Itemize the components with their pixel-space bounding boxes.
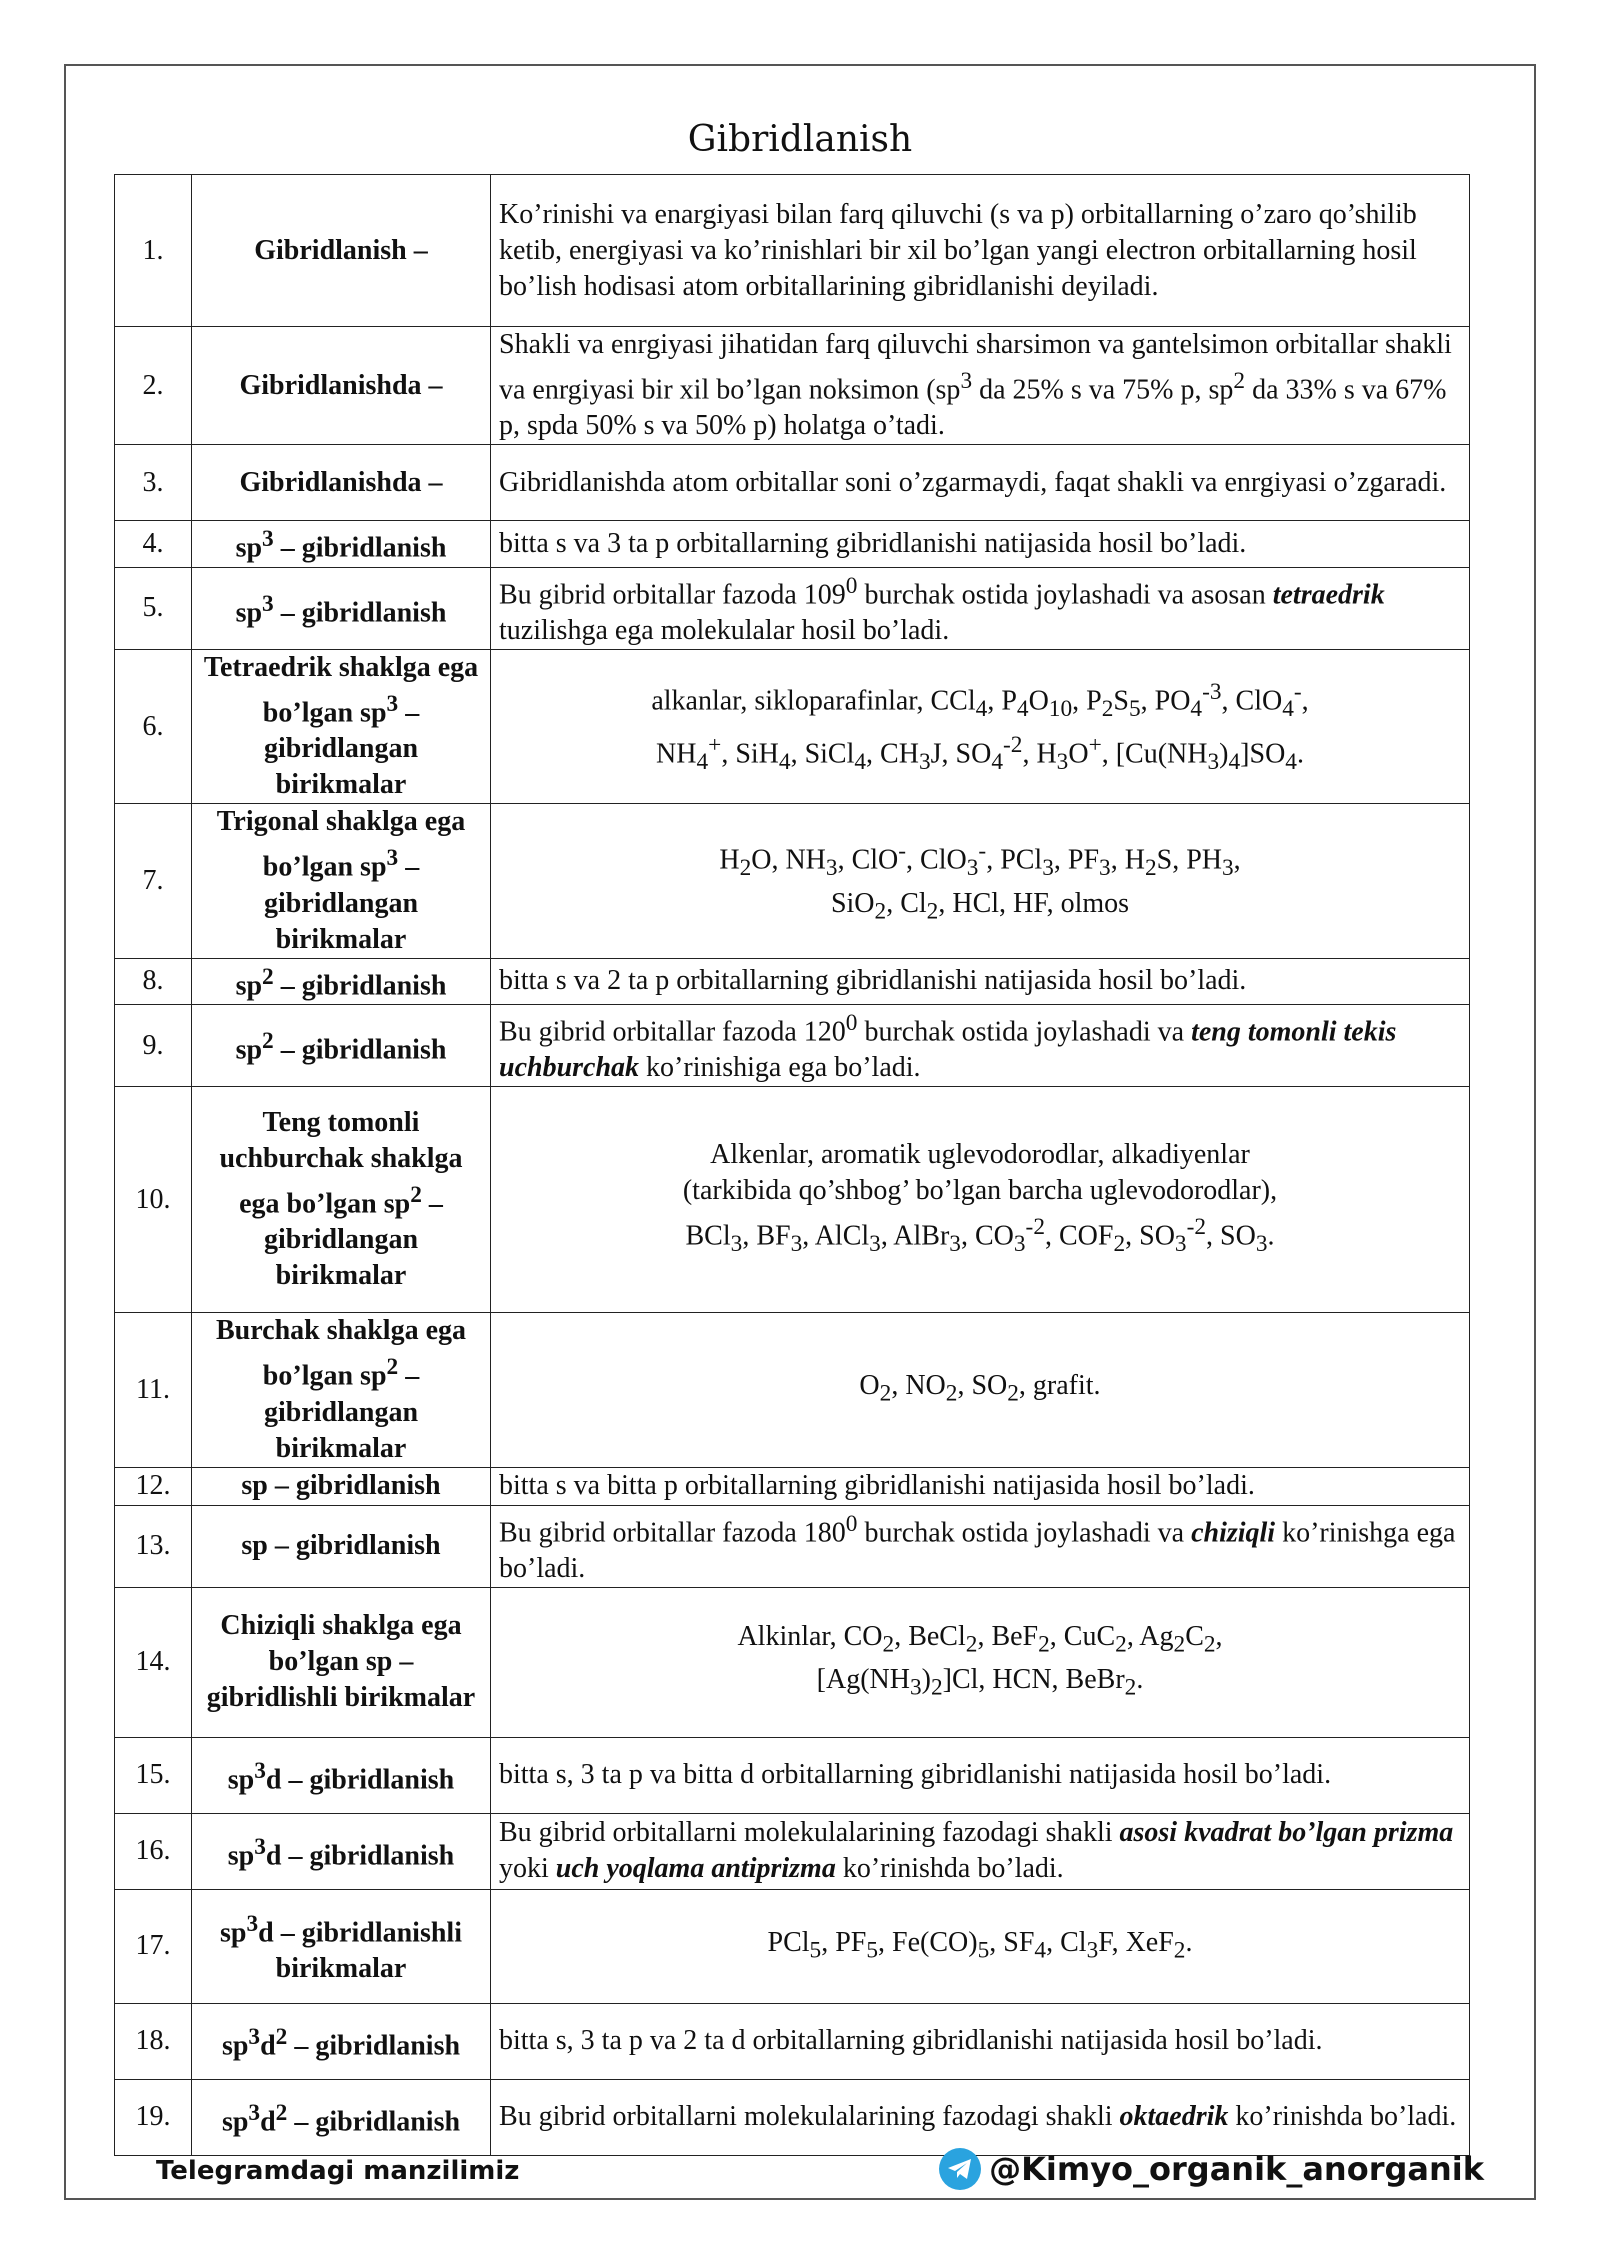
table-row bbox=[115, 804, 1470, 958]
row-number: 8. bbox=[115, 958, 192, 1004]
row-definition: $O_2$, $NO_2$, $SO_2$, grafit. bbox=[491, 1313, 1470, 1467]
row-number: 6. bbox=[115, 649, 192, 803]
row-number: 18. bbox=[115, 2003, 192, 2079]
row-definition: bitta s va 2 ta p orbitallarning gibridlanishi natijasida hosil bo’ladi. bbox=[491, 958, 1470, 1004]
row-definition: Bu gibrid orbitallarni molekulalarining fazodagi shakli oktaedrik ko’rinishda bo’ladi. bbox=[491, 2079, 1470, 2155]
row-number: 10. bbox=[115, 1087, 192, 1313]
row-number: 2. bbox=[115, 327, 192, 445]
row-definition: Bu gibrid orbitallar fazoda $180^0$ burchak ostida joylashadi va chiziqli ko’rinishga ega bo’ladi. bbox=[491, 1505, 1470, 1587]
telegram-icon bbox=[939, 2148, 981, 2190]
row-number: 5. bbox=[115, 567, 192, 649]
row-number: 19. bbox=[115, 2079, 192, 2155]
row-definition: bitta s, 3 ta p va bitta d orbitallarning gibridlanishi natijasida hosil bo’ladi. bbox=[491, 1737, 1470, 1813]
row-term: sp – gibridlanish bbox=[192, 1505, 491, 1587]
row-number: 7. bbox=[115, 804, 192, 958]
row-number: 16. bbox=[115, 1813, 192, 1889]
row-definition: bitta s, 3 ta p va 2 ta d orbitallarning gibridlanishi natijasida hosil bo’ladi. bbox=[491, 2003, 1470, 2079]
row-number: 17. bbox=[115, 1889, 192, 2003]
table-row bbox=[115, 567, 1470, 649]
row-definition: Shakli va enrgiyasi jihatidan farq qiluvchi sharsimon va gantelsimon orbitallar shakli va enrgiyasi bir xil bo’lgan noksimon ($sp^3$ da 25% s va 75% p, $sp^2$ da 33% s va 67% p, spda 50% s va 50% p) holatga o’tadi. bbox=[491, 327, 1470, 445]
row-number: 4. bbox=[115, 521, 192, 567]
table-row bbox=[115, 958, 1470, 1004]
table-row bbox=[115, 1467, 1470, 1505]
row-number: 3. bbox=[115, 445, 192, 521]
row-term: $sp^3d$ – gibridlanish bbox=[192, 1813, 491, 1889]
telegram-handle-text: @Kimyo_organik_anorganik bbox=[989, 2150, 1484, 2188]
table-row bbox=[115, 1004, 1470, 1086]
row-definition: bitta s va 3 ta p orbitallarning gibridlanishi natijasida hosil bo’ladi. bbox=[491, 521, 1470, 567]
table-row bbox=[115, 2003, 1470, 2079]
row-number: 14. bbox=[115, 1587, 192, 1737]
table-row bbox=[115, 2079, 1470, 2155]
row-term: $sp^3$ – gibridlanish bbox=[192, 567, 491, 649]
table-row bbox=[115, 1087, 1470, 1313]
table-row bbox=[115, 521, 1470, 567]
row-number: 12. bbox=[115, 1467, 192, 1505]
row-term: $sp^2$ – gibridlanish bbox=[192, 958, 491, 1004]
row-definition: Alkenlar, aromatik uglevodorodlar, alkadiyenlar (tarkibida qo’shbog’ bo’lgan barcha uglevodorodlar), BCl$_3$, $BF_3$, AlCl$_3$, AlBr$_3$, $CO_3^{-2}$, $COF_2$, $SO_3^{-2}$, $SO_3$. bbox=[491, 1087, 1470, 1313]
table-row bbox=[115, 1889, 1470, 2003]
row-term: $sp^3$ – gibridlanish bbox=[192, 521, 491, 567]
row-term: Trigonal shaklga ega bo’lgan $sp^3$ – gibridlangan birikmalar bbox=[192, 804, 491, 958]
row-number: 15. bbox=[115, 1737, 192, 1813]
row-definition: bitta s va bitta p orbitallarning gibridlanishi natijasida hosil bo’ladi. bbox=[491, 1467, 1470, 1505]
row-definition: Bu gibrid orbitallarni molekulalarining fazodagi shakli asosi kvadrat bo’lgan prizma yoki uch yoqlama antiprizma ko’rinishda bo’ladi. bbox=[491, 1813, 1470, 1889]
page-title: Gibridlanish bbox=[687, 119, 913, 160]
table-row bbox=[115, 327, 1470, 445]
row-term: Gibridlanishda – bbox=[192, 327, 491, 445]
row-number: 1. bbox=[115, 175, 192, 327]
row-term: sp – gibridlanish bbox=[192, 1467, 491, 1505]
row-number: 11. bbox=[115, 1313, 192, 1467]
row-definition: Bu gibrid orbitallar fazoda $109^0$ burchak ostida joylashadi va asosan tetraedrik tuzilishga ega molekulalar hosil bo’ladi. bbox=[491, 567, 1470, 649]
row-term: $sp^3d^2$ – gibridlanish bbox=[192, 2003, 491, 2079]
table-row bbox=[115, 1813, 1470, 1889]
table-row bbox=[115, 1587, 1470, 1737]
table-row bbox=[115, 649, 1470, 803]
row-number: 9. bbox=[115, 1004, 192, 1086]
table-row bbox=[115, 1313, 1470, 1467]
row-definition: Gibridlanishda atom orbitallar soni o’zgarmaydi, faqat shakli va enrgiyasi o’zgaradi. bbox=[491, 445, 1470, 521]
row-term: Gibridlanishda – bbox=[192, 445, 491, 521]
row-term: Tetraedrik shaklga ega bo’lgan $sp^3$ – gibridlangan birikmalar bbox=[192, 649, 491, 803]
row-term: $sp^3d$ – gibridlanishli birikmalar bbox=[192, 1889, 491, 2003]
row-number: 13. bbox=[115, 1505, 192, 1587]
row-term: Gibridlanish – bbox=[192, 175, 491, 327]
row-definition: Alkinlar, $CO_2$, BeCl$_2$, BeF$_2$, CuC$_2$, $Ag_2C_2$, $[Ag(NH_3)_2]Cl$, HCN, BeBr$_2$. bbox=[491, 1587, 1470, 1737]
row-term: $sp^3d$ – gibridlanish bbox=[192, 1737, 491, 1813]
row-definition: Ko’rinishi va enargiyasi bilan farq qiluvchi (s va p) orbitallarning o’zaro qo’shilib ketib, energiyasi va ko’rinishlari bir xil bo’lgan yangi electron orbitallarning hosil bo’lish hodisasi atom orbitallarining gibridlanishi deyiladi. bbox=[491, 175, 1470, 327]
table-row bbox=[115, 445, 1470, 521]
row-term: Teng tomonli uchburchak shaklga ega bo’lgan $sp^2$ – gibridlangan birikmalar bbox=[192, 1087, 491, 1313]
row-term: $sp^3d^2$ – gibridlanish bbox=[192, 2079, 491, 2155]
row-definition: PCl$_5$, $PF_5$, $Fe(CO)_5$, $SF_4$, $Cl_3F$, XeF$_2$. bbox=[491, 1889, 1470, 2003]
hybridization-table bbox=[114, 174, 1470, 2156]
row-definition: alkanlar, sikloparafinlar, CCl$_4$, $P_4O_{10}$, $P_2S_5$, $PO_4^{-3}$, ClO$_4$-, $NH_4^+$, SiH$_4$, SiCl$_4$, $CH_3J$, $SO_4^{-2}$, $H_3O^+$, $[Cu(NH_3)_4]SO_4$. bbox=[491, 649, 1470, 803]
footer-telegram-handle[interactable] bbox=[939, 2148, 1484, 2190]
row-definition: $H_2O$, $NH_3$, ClO-, ClO$_3$-, PCl$_3$, $PF_3$, $H_2S$, $PH_3$, SiO$_2$, $Cl_2$, HCl, HF, olmos bbox=[491, 804, 1470, 958]
row-definition: Bu gibrid orbitallar fazoda $120^0$ burchak ostida joylashadi va teng tomonli tekis uchburchak ko’rinishiga ega bo’ladi. bbox=[491, 1004, 1470, 1086]
footer-telegram-label: Telegramdagi manzilimiz bbox=[156, 2156, 520, 2186]
table-row bbox=[115, 175, 1470, 327]
table-row bbox=[115, 1737, 1470, 1813]
row-term: Chiziqli shaklga ega bo’lgan sp – gibridlishli birikmalar bbox=[192, 1587, 491, 1737]
table-row bbox=[115, 1505, 1470, 1587]
row-term: Burchak shaklga ega bo’lgan $sp^2$ – gibridlangan birikmalar bbox=[192, 1313, 491, 1467]
row-term: $sp^2$ – gibridlanish bbox=[192, 1004, 491, 1086]
